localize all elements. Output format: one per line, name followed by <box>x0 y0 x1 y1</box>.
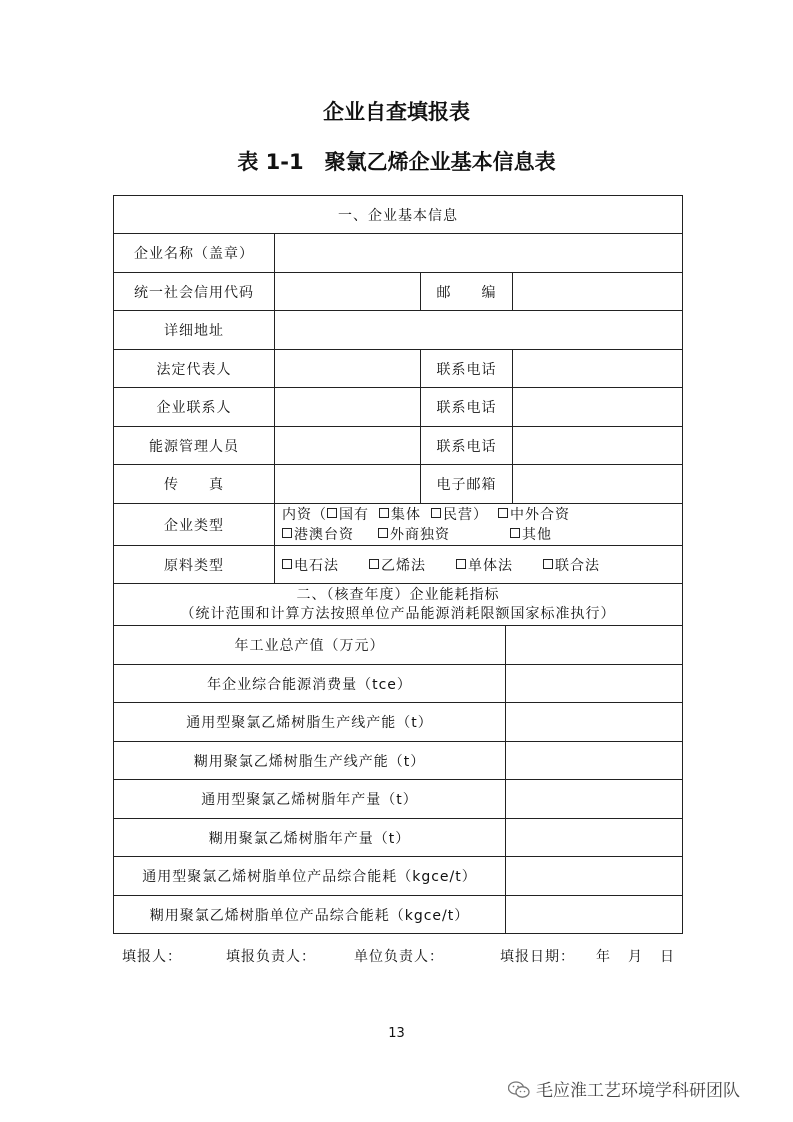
indicator-label: 糊用聚氯乙烯树脂生产线产能（t） <box>114 742 506 780</box>
fax-label: 传 真 <box>114 465 275 504</box>
indicator-value-field[interactable] <box>506 742 683 780</box>
option-hk-macau-taiwan[interactable]: 港澳台资 <box>282 525 354 545</box>
contact-field[interactable] <box>275 388 421 427</box>
material-type-options <box>275 546 683 584</box>
energy-manager-phone-label: 联系电话 <box>421 427 513 465</box>
indicator-label: 糊用聚氯乙烯树脂年产量（t） <box>114 819 506 857</box>
option-monomer[interactable]: 单体法 <box>456 555 513 575</box>
legal-rep-phone-label: 联系电话 <box>421 350 513 388</box>
indicator-value-field[interactable] <box>506 626 683 665</box>
email-field[interactable] <box>513 465 683 504</box>
credit-code-label: 统一社会信用代码 <box>114 273 275 311</box>
indicator-value-field[interactable] <box>506 780 683 819</box>
checkbox-icon[interactable] <box>282 528 292 538</box>
indicator-label: 通用型聚氯乙烯树脂年产量（t） <box>114 780 506 819</box>
credit-code-field[interactable] <box>275 273 421 311</box>
contact-label: 企业联系人 <box>114 388 275 427</box>
indicator-value-field[interactable] <box>506 665 683 703</box>
checkbox-icon[interactable] <box>498 508 508 518</box>
checkbox-icon[interactable] <box>431 508 441 518</box>
month-label: 月 <box>628 949 643 965</box>
option-state-owned[interactable]: 国有 <box>327 505 369 525</box>
company-type-label: 企业类型 <box>114 504 275 546</box>
table-title: 表 1-1 聚氯乙烯企业基本信息表 <box>237 150 556 174</box>
company-type-options <box>275 504 683 546</box>
postcode-field[interactable] <box>513 273 683 311</box>
option-collective[interactable]: 集体 <box>379 505 421 525</box>
page-number: 13 <box>388 1026 405 1041</box>
contact-phone-field[interactable] <box>513 388 683 427</box>
company-name-field[interactable] <box>275 234 683 273</box>
energy-manager-field[interactable] <box>275 427 421 465</box>
indicator-value-field[interactable] <box>506 896 683 934</box>
indicator-label: 糊用聚氯乙烯树脂单位产品综合能耗（kgce/t） <box>114 896 506 934</box>
indicator-label: 年企业综合能源消费量（tce） <box>114 665 506 703</box>
watermark <box>508 1076 740 1101</box>
legal-rep-field[interactable] <box>275 350 421 388</box>
year-label: 年 <box>596 949 611 965</box>
indicator-value-field[interactable] <box>506 703 683 742</box>
option-combined[interactable]: 联合法 <box>543 555 600 575</box>
unit-head-label: 单位负责人： <box>354 949 444 965</box>
company-type-prefix: 内资（ <box>282 506 327 523</box>
option-joint-venture[interactable]: 中外合资 <box>498 505 570 525</box>
indicator-label: 年工业总产值（万元） <box>114 626 506 665</box>
wechat-icon <box>508 1081 530 1099</box>
checkbox-icon[interactable] <box>378 528 388 538</box>
option-ethylene[interactable]: 乙烯法 <box>369 555 426 575</box>
fax-field[interactable] <box>275 465 421 504</box>
energy-manager-phone-field[interactable] <box>513 427 683 465</box>
checkbox-icon[interactable] <box>282 559 292 569</box>
option-foreign-owned[interactable]: 外商独资 <box>378 525 450 545</box>
indicator-value-field[interactable] <box>506 819 683 857</box>
email-label: 电子邮箱 <box>421 465 513 504</box>
address-field[interactable] <box>275 311 683 350</box>
checkbox-icon[interactable] <box>379 508 389 518</box>
section2-subtitle: （统计范围和计算方法按照单位产品能源消耗限额国家标准执行） <box>180 605 616 622</box>
legal-rep-label: 法定代表人 <box>114 350 275 388</box>
checkbox-icon[interactable] <box>543 559 553 569</box>
indicator-value-field[interactable] <box>506 857 683 896</box>
checkbox-icon[interactable] <box>510 528 520 538</box>
address-label: 详细地址 <box>114 311 275 350</box>
document-title: 企业自查填报表 <box>323 100 470 124</box>
enterprise-info-table <box>113 195 683 934</box>
section2-header <box>114 584 683 626</box>
checkbox-icon[interactable] <box>327 508 337 518</box>
material-type-label: 原料类型 <box>114 546 275 584</box>
checkbox-icon[interactable] <box>369 559 379 569</box>
indicator-label: 通用型聚氯乙烯树脂生产线产能（t） <box>114 703 506 742</box>
option-calcium-carbide[interactable]: 电石法 <box>282 555 339 575</box>
checkbox-icon[interactable] <box>456 559 466 569</box>
signature-footer <box>122 946 682 966</box>
option-other[interactable]: 其他 <box>510 525 552 545</box>
responsible-label: 填报负责人： <box>226 949 316 965</box>
option-private[interactable]: 民营） <box>431 505 488 525</box>
section1-header: 一、企业基本信息 <box>114 196 683 234</box>
legal-rep-phone-field[interactable] <box>513 350 683 388</box>
day-label: 日 <box>660 949 675 965</box>
postcode-label: 邮 编 <box>421 273 513 311</box>
indicator-label: 通用型聚氯乙烯树脂单位产品综合能耗（kgce/t） <box>114 857 506 896</box>
date-label: 填报日期： <box>500 949 575 965</box>
contact-phone-label: 联系电话 <box>421 388 513 427</box>
company-name-label: 企业名称（盖章） <box>114 234 275 273</box>
filler-label: 填报人： <box>122 949 182 965</box>
watermark-text: 毛应淮工艺环境学科研团队 <box>536 1081 740 1101</box>
energy-manager-label: 能源管理人员 <box>114 427 275 465</box>
section2-title: 二、（核查年度）企业能耗指标 <box>296 586 500 603</box>
